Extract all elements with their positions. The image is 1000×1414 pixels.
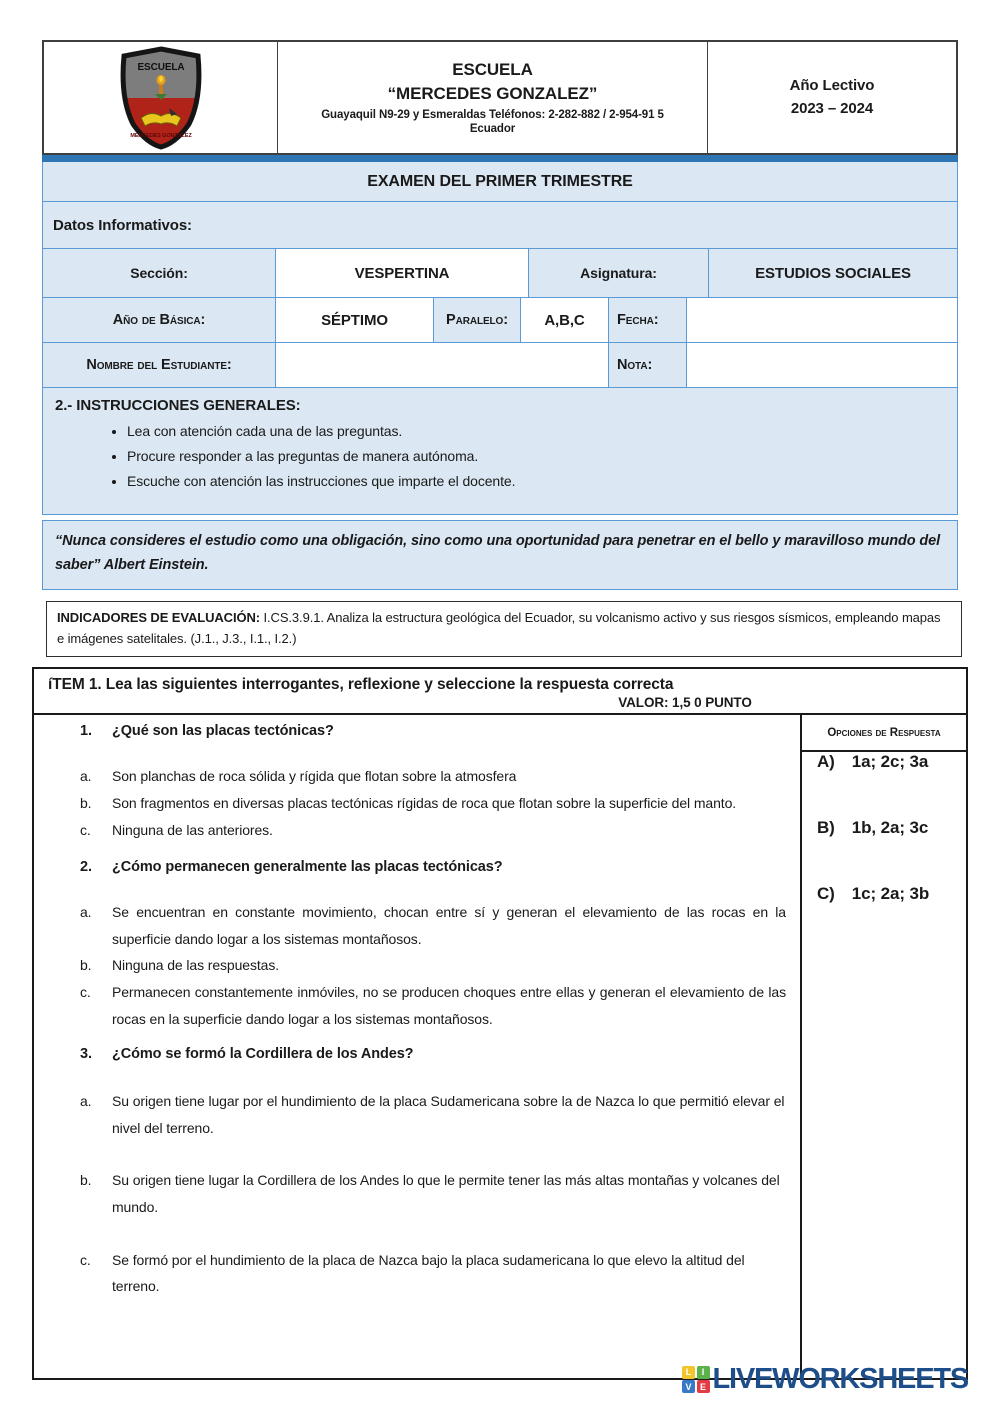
choice-text: Son planchas de roca sólida y rígida que flotan sobre la atmosfera (112, 768, 517, 785)
choice-2b (80, 952, 786, 979)
answer-option-B[interactable] (817, 818, 966, 838)
divider-bar (42, 155, 958, 162)
choice-letter: a. (80, 904, 92, 921)
anio-basica-value: SÉPTIMO (276, 298, 434, 342)
item1-header (34, 669, 966, 715)
general-instructions-section (43, 388, 957, 514)
paralelo-label: Paralelo: (434, 298, 521, 342)
answer-option-A[interactable] (817, 752, 966, 772)
question-3 (80, 1046, 786, 1062)
answer-option-letter: C) (817, 884, 835, 904)
question-number: 2. (80, 859, 92, 876)
school-name-line2: “MERCEDES GONZALEZ” (387, 84, 598, 103)
instruction-item: • Procure responder a las preguntas de manera autónoma. (127, 448, 943, 464)
nota-input[interactable] (687, 343, 957, 387)
item1-title: íTEM 1. Lea las siguientes interrogantes, reflexione y seleccione la respuesta correcta (48, 676, 674, 694)
school-year-value: 2023 – 2024 (790, 99, 874, 117)
indicators-label: INDICADORES DE EVALUACIÓN: (57, 609, 261, 625)
motivational-quote: “Nunca consideres el estudio como una obligación, sino como una oportunidad para penetrar en el bello y maravilloso mundo del saber” Albert Einstein. (42, 520, 958, 590)
nota-label: Nota: (609, 343, 687, 387)
choice-text: Permanecen constantemente inmóviles, no se producen choques entre ellas y generan el elevamiento de las rocas en la superficie dando logar a los sistemas montañosos. (112, 984, 786, 1027)
badge-letter-i: I (697, 1366, 710, 1379)
liveworksheets-logo[interactable] (682, 1363, 968, 1396)
choice-letter: b. (80, 957, 92, 974)
fecha-input[interactable] (687, 298, 957, 342)
choice-letter: a. (80, 768, 92, 785)
asignatura-value: ESTUDIOS SOCIALES (709, 249, 957, 297)
table-row-seccion (43, 249, 957, 298)
badge-letter-l: L (682, 1366, 695, 1379)
answer-options-header: Opciones de Respuesta (802, 715, 966, 752)
item1-table (32, 667, 968, 1380)
instruction-item: • Lea con atención cada una de las preguntas. (127, 423, 943, 439)
choice-letter: c. (80, 1251, 91, 1268)
choice-letter: c. (80, 821, 91, 838)
answer-option-text: 1a; 2c; 3a (851, 752, 929, 772)
choice-3a (80, 1088, 786, 1141)
instruction-item: • Escuche con atención las instrucciones que imparte el docente. (127, 473, 943, 489)
choice-1b (80, 790, 786, 817)
answer-option-text: 1b, 2a; 3c (851, 818, 929, 838)
school-address: Guayaquil N9-29 y Esmeraldas Teléfonos: 2-282-882 / 2-954-91 5 (321, 109, 664, 121)
answer-option-C[interactable] (817, 884, 966, 904)
choice-3b (80, 1167, 786, 1220)
questions-area (34, 715, 800, 1378)
choice-letter: c. (80, 984, 91, 1000)
badge-letter-v: V (682, 1380, 695, 1393)
anio-basica-label: Año de Básica: (43, 298, 276, 342)
seccion-value: VESPERTINA (276, 249, 529, 297)
school-country: Ecuador (469, 123, 516, 135)
choice-text: Se encuentran en constante movimiento, chocan entre sí y generan el elevamiento de las rocas en la superficie dando logar a los sistemas montañosos. (112, 904, 786, 947)
fecha-label: Fecha: (609, 298, 687, 342)
nombre-estudiante-input[interactable] (276, 343, 609, 387)
table-row-nombre (43, 343, 957, 388)
instructions-list (127, 423, 943, 489)
paralelo-value: A,B,C (521, 298, 609, 342)
question-text: ¿Cómo se formó la Cordillera de los Andes? (112, 1046, 414, 1063)
school-name-line1: ESCUELA (452, 60, 533, 79)
datos-informativos-label: Datos Informativos: (43, 202, 957, 249)
school-logo-cell (44, 42, 277, 153)
answer-option-letter: A) (817, 752, 835, 772)
choice-letter: b. (80, 1172, 92, 1189)
choice-letter: b. (80, 795, 92, 812)
choice-text: Ninguna de las respuestas. (112, 957, 280, 974)
evaluation-indicators-box (46, 601, 962, 658)
nombre-estudiante-label: Nombre del Estudiante: (43, 343, 276, 387)
item1-valor: VALOR: 1,5 0 PUNTO (618, 695, 752, 711)
answer-option-text: 1c; 2a; 3b (851, 884, 930, 904)
asignatura-label: Asignatura: (529, 249, 709, 297)
question-1 (80, 723, 786, 739)
answer-option-letter: B) (817, 818, 835, 838)
question-text: ¿Cómo permanecen generalmente las placas tectónicas? (112, 859, 503, 876)
choice-text: Ninguna de las anteriores. (112, 821, 273, 838)
exam-title: EXAMEN DEL PRIMER TRIMESTRE (43, 162, 957, 202)
indicators-text: I.CS.3.9.1. Analiza la estructura geológica del Ecuador, su volcanismo activo y sus riesgos sísmicos, empleando mapas e imágenes satelitales. (J.1., J.3., I.1., I.2.) (57, 609, 941, 646)
shield-bottom-label: MERCEDES GONZALEZ (129, 132, 192, 139)
question-text: ¿Qué son las placas tectónicas? (112, 723, 334, 740)
liveworksheets-wordmark: LIVEWORKSHEETS (712, 1363, 968, 1395)
badge-letter-e: E (697, 1380, 710, 1393)
seccion-label: Sección: (43, 249, 276, 297)
exam-info-block (42, 162, 958, 515)
liveworksheets-badge-icon (682, 1366, 710, 1394)
instructions-title: 2.- INSTRUCCIONES GENERALES: (55, 397, 301, 414)
school-shield-logo (111, 46, 211, 150)
choice-text: Su origen tiene lugar por el hundimiento de la placa Sudamericana sobre la de Nazca lo que permitió elevar el nivel del terreno. (112, 1093, 785, 1136)
question-2 (80, 859, 786, 875)
choice-text: Se formó por el hundimiento de la placa de Nazca bajo la placa sudamericana lo que elevo la altitud del terreno. (112, 1251, 745, 1295)
shield-top-label: ESCUELA (136, 61, 185, 73)
question-number: 1. (80, 723, 92, 740)
choice-1a (80, 763, 786, 790)
choice-text: Su origen tiene lugar la Cordillera de los Andes lo que le permite tener las más altas montañas y volcanes del mundo. (112, 1172, 780, 1215)
choice-letter: a. (80, 1093, 92, 1110)
choice-3c (80, 1247, 786, 1300)
school-year-label: Año Lectivo (789, 77, 875, 94)
choice-text: Son fragmentos en diversas placas tectónicas rígidas de roca que flotan sobre la superficie del manto. (112, 795, 737, 812)
choice-2a (80, 899, 786, 952)
answer-options-column (800, 715, 966, 1378)
school-header (42, 40, 958, 155)
question-number: 3. (80, 1046, 92, 1063)
choice-1c (80, 817, 786, 844)
table-row-anio (43, 298, 957, 343)
choice-2c (80, 979, 786, 1032)
